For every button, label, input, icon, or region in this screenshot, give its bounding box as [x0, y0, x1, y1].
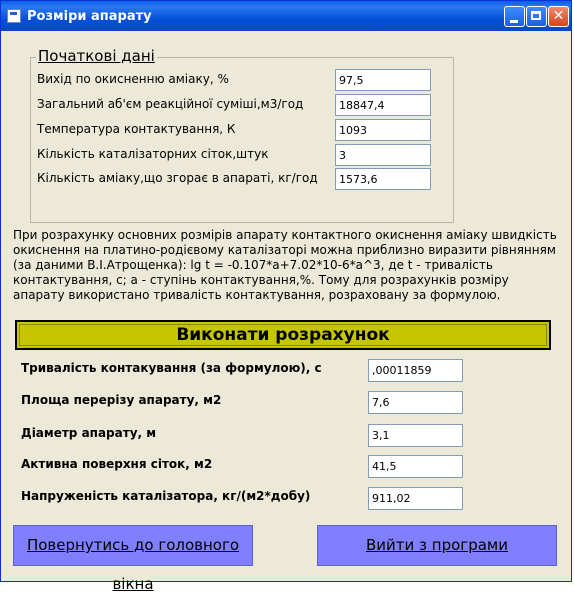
param-label-yield: Вихід по окисненню аміаку, % [37, 72, 229, 86]
minimize-button[interactable] [504, 6, 525, 27]
diameter-field[interactable]: 3,1 [368, 424, 463, 447]
result-label-area: Площа перерізу апарату, м2 [21, 393, 222, 407]
yield-field[interactable]: 97,5 [335, 69, 431, 91]
param-label-grids: Кількість каталізаторних сіток,штук [37, 147, 269, 161]
exit-button[interactable]: Вийти з програми [317, 525, 557, 566]
run-calculation-button[interactable]: Виконати розрахунок [15, 320, 551, 350]
temperature-field[interactable]: 1093 [335, 119, 431, 141]
intensity-field[interactable]: 911,02 [368, 487, 463, 510]
window-title: Розміри апарату [27, 9, 152, 24]
result-label-diameter: Діаметр апарату, м [21, 426, 157, 440]
result-label-surface: Активна поверхня сіток, м2 [21, 457, 213, 471]
ammonia-field[interactable]: 1573,6 [335, 168, 431, 190]
volume-field[interactable]: 18847,4 [335, 94, 431, 116]
param-label-temperature: Температура контактування, К [37, 122, 236, 136]
maximize-button[interactable] [526, 6, 547, 27]
area-field[interactable]: 7,6 [368, 391, 463, 414]
client-area [4, 31, 569, 593]
title-bar[interactable] [1, 1, 571, 31]
close-icon: ✕ [552, 8, 565, 24]
grids-count-field[interactable]: 3 [335, 144, 431, 166]
close-button[interactable] [548, 6, 569, 27]
description-text: При розрахунку основних розмірів апарату контактного окиснення аміаку швидкість окиснення на платино-родієвому каталізаторі можна приблизно виразити рівнянням (за даними В.І.Атрощенка): lg t = -0.107*a+7.02*10-6*a^3, де t - тривалість контактування, с; a - ступінь контактування,%. Тому для розрахунків розміру апарату використано тривалість контактування, розраховану за формулою. [13, 228, 557, 302]
app-icon [7, 9, 21, 23]
surface-field[interactable]: 41,5 [368, 455, 463, 478]
initial-data-title: Початкові дані [38, 47, 155, 65]
result-label-duration: Тривалість контакування (за формулою), с [21, 361, 322, 375]
back-to-main-button[interactable]: Повернутись до головного вікна [13, 525, 253, 566]
duration-field[interactable]: ,00011859 [368, 359, 463, 382]
result-label-intensity: Напруженість каталізатора, кг/(м2*добу) [21, 489, 311, 503]
param-label-volume: Загальний аб'єм реакційної суміші,м3/год [37, 97, 304, 111]
param-label-ammonia: Кількість аміаку,що згорає в апараті, кг/год [37, 171, 318, 185]
